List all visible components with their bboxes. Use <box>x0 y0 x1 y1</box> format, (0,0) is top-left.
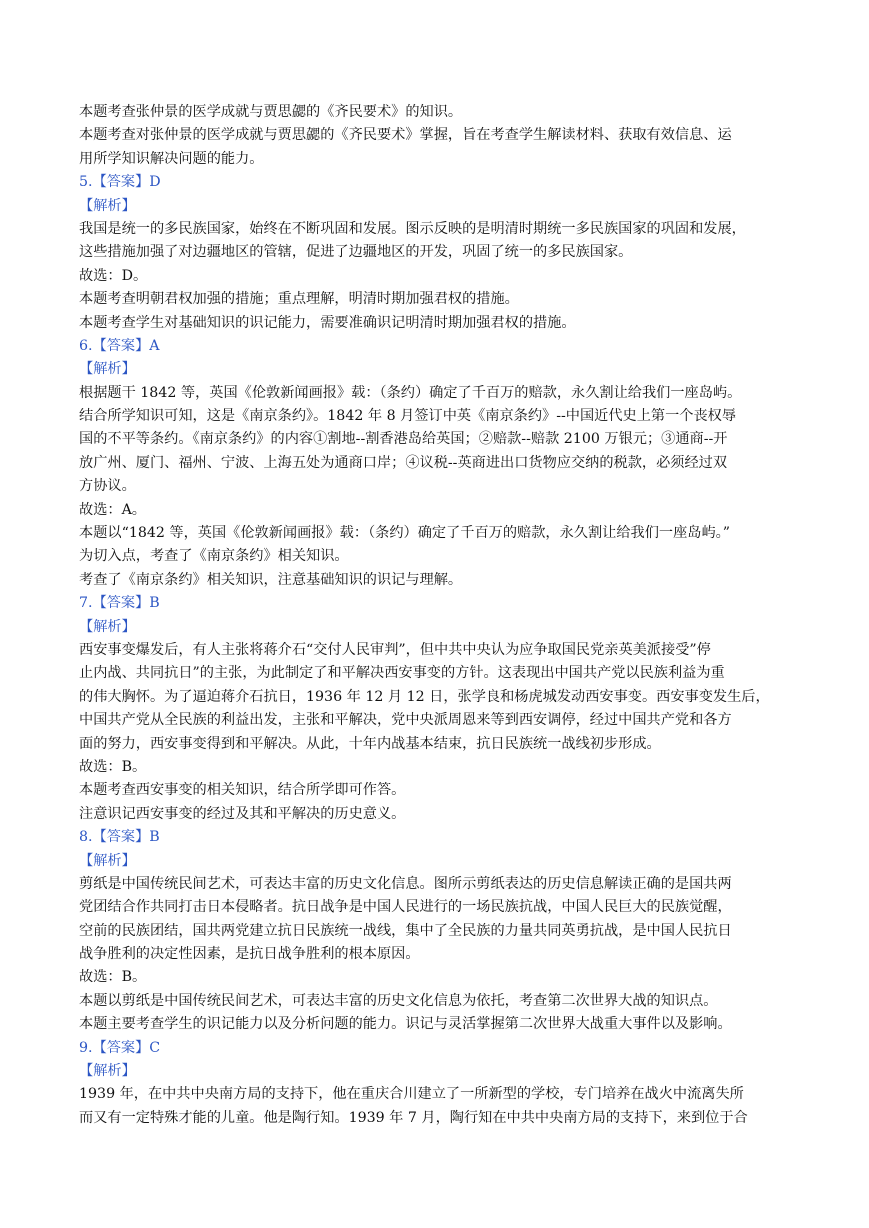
answer-heading: 5.【答案】D <box>79 174 161 191</box>
text-line: 这些措施加强了对边疆地区的管辖，促进了边疆地区的开发，巩固了统一的多民族国家。 <box>79 244 633 261</box>
text-line: 本题考查西安事变的相关知识，结合所学即可作答。 <box>79 782 406 799</box>
text-line: 本题考查对张仲景的医学成就与贾思勰的《齐民要术》掌握，旨在考查学生解读材料、获取有效信息、运 <box>79 127 732 144</box>
text-line: 国的不平等条约。《南京条约》的内容①割地--割香港岛给英国；②赔款--赔款 2100 万银元；③通商--开 <box>79 431 728 448</box>
answer-heading: 7.【答案】B <box>79 595 160 612</box>
text-line: 本题考查学生对基础知识的识记能力，需要准确识记明清时期加强君权的措施。 <box>79 314 576 331</box>
text-line: 面的努力，西安事变得到和平解决。从此，十年内战基本结束，抗日民族统一战线初步形成。 <box>79 735 661 752</box>
text-line: 考查了《南京条约》相关知识，注意基础知识的识记与理解。 <box>79 571 463 588</box>
text-line: 空前的民族团结，国共两党建立抗日民族统一战线，集中了全民族的力量共同英勇抗战，是中国人民抗日 <box>79 922 732 939</box>
text-line: 结合所学知识可知，这是《南京条约》。1842 年 8 月签订中英《南京条约》--中国近代史上第一个丧权辱 <box>79 408 737 425</box>
answer-heading: 9.【答案】C <box>79 1039 161 1056</box>
text-line: 1939 年，在中共中央南方局的支持下，他在重庆合川建立了一所新型的学校，专门培养在战火中流离失所 <box>79 1086 744 1103</box>
text-line: 故选：D。 <box>79 267 148 284</box>
text-line: 为切入点，考查了《南京条约》相关知识。 <box>79 548 349 565</box>
text-line: 本题考查明朝君权加强的措施；重点理解，明清时期加强君权的措施。 <box>79 291 519 308</box>
text-line: 而又有一定特殊才能的儿童。他是陶行知。1939 年 7 月，陶行知在中共中央南方局的支持下，来到位于合 <box>79 1109 748 1126</box>
text-line: 根据题干 1842 等，英国《伦敦新闻画报》载：（条约）确定了千百万的赔款，永久割让给我们一座岛屿。 <box>79 384 742 401</box>
text-line: 党团结合作共同打击日本侵略者。抗日战争是中国人民进行的一场民族抗战，中国人民巨大的民族觉醒， <box>79 899 732 916</box>
text-line: 战争胜利的决定性因素，是抗日战争胜利的根本原因。 <box>79 946 420 963</box>
document-body <box>79 101 791 1130</box>
text-line: 注意识记西安事变的经过及其和平解决的历史意义。 <box>79 805 406 822</box>
text-line: 方协议。 <box>79 478 136 495</box>
analysis-heading: 【解析】 <box>79 618 136 635</box>
text-line: 本题考查张仲景的医学成就与贾思勰的《齐民要术》的知识。 <box>79 104 463 120</box>
text-line: 本题以剪纸是中国传统民间艺术，可表达丰富的历史文化信息为依托，考查第二次世界大战的知识点。 <box>79 992 718 1009</box>
text-line: 止内战、共同抗日”的主张，为此制定了和平解决西安事变的方针。这表现出中国共产党以民族利益为重 <box>79 665 725 682</box>
text-line: 故选：B。 <box>79 758 147 775</box>
answer-heading: 8.【答案】B <box>79 829 160 846</box>
text-line: 故选：B。 <box>79 969 147 986</box>
text-line: 我国是统一的多民族国家，始终在不断巩固和发展。图示反映的是明清时期统一多民族国家的巩固和发展， <box>79 220 746 237</box>
analysis-heading: 【解析】 <box>79 1063 136 1080</box>
analysis-heading: 【解析】 <box>79 852 136 869</box>
text-line: 中国共产党从全民族的利益出发，主张和平解决，党中央派周恩来等到西安调停，经过中国共产党和各方 <box>79 712 732 729</box>
text-line: 用所学知识解决问题的能力。 <box>79 150 264 167</box>
text-line: 本题主要考查学生的识记能力以及分析问题的能力。识记与灵活掌握第二次世界大战重大事件以及影响。 <box>79 1016 732 1033</box>
text-line: 西安事变爆发后，有人主张将蒋介石“交付人民审判”，但中共中央认为应争取国民党亲英美派接受”停 <box>79 641 711 658</box>
text-line: 故选：A。 <box>79 501 146 518</box>
analysis-heading: 【解析】 <box>79 197 136 214</box>
text-line: 放广州、厦门、福州、宁波、上海五处为通商口岸；④议税--英商进出口货物应交纳的税款，必须经过双 <box>79 454 728 471</box>
analysis-heading: 【解析】 <box>79 361 136 378</box>
answer-heading: 6.【答案】A <box>79 337 160 354</box>
text-line: 本题以“1842 等，英国《伦敦新闻画报》载：（条约）确定了千百万的赔款，永久割让给我们一座岛屿。” <box>79 525 730 542</box>
text-line: 的伟大胸怀。为了逼迫蒋介石抗日，1936 年 12 月 12 日，张学良和杨虎城发动西安事变。西安事变发生后， <box>79 688 770 705</box>
text-line: 剪纸是中国传统民间艺术，可表达丰富的历史文化信息。图所示剪纸表达的历史信息解读正确的是国共两 <box>79 875 732 892</box>
